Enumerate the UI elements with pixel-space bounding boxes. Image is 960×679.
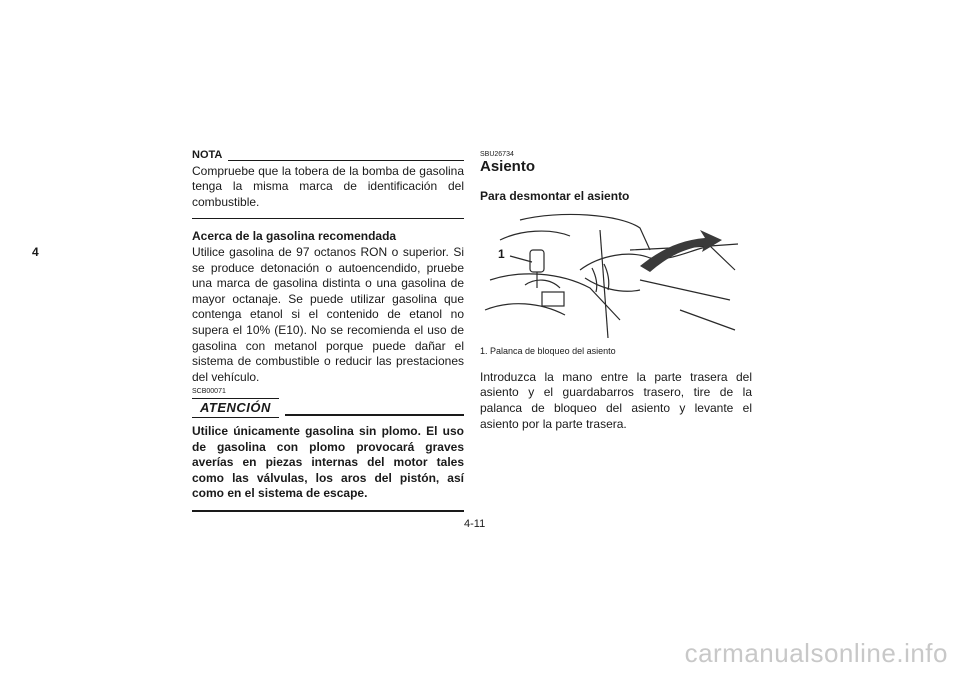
watermark: carmanualsonline.info: [684, 638, 948, 668]
nota-label: NOTA: [192, 149, 223, 161]
atencion-rule: [285, 414, 464, 416]
atencion-code: SCB00071: [192, 388, 226, 396]
atencion-header: [192, 398, 464, 418]
sub-heading: Para desmontar el asiento: [480, 188, 630, 203]
instruction-text: Introduzca la mano entre la parte trasera del asiento y el guardabarros trasero, tire de la palanca de bloqueo del asiento y levante el asiento por la parte trasera.: [480, 369, 752, 431]
fuel-heading: Acerca de la gasolina recomendada: [192, 229, 397, 244]
right-column: [480, 148, 752, 432]
section-code: SBU26734: [480, 151, 514, 158]
figure-caption: 1. Palanca de bloqueo del asiento: [480, 346, 616, 357]
figure-callout: 1: [498, 247, 505, 262]
section-title: Asiento: [480, 158, 536, 175]
atencion-end-rule: [192, 510, 464, 512]
nota-header: [192, 148, 464, 164]
nota-text: Compruebe que la tobera de la bomba de gasolina tenga la misma marca de identificación del combustible.: [192, 163, 464, 209]
lift-arrow-icon: [640, 230, 722, 272]
left-column: [192, 148, 464, 512]
chapter-number: 4: [32, 245, 39, 259]
seat-lock-illustration: [480, 210, 738, 340]
nota-divider: [192, 218, 464, 219]
seat-lock-drawing: [480, 210, 738, 340]
page-number: 4-11: [464, 518, 486, 530]
nota-rule: [228, 160, 464, 161]
atencion-label: ATENCIÓN: [192, 398, 279, 418]
fuel-text: Utilice gasolina de 97 octanos RON o superior. Si se produce detonación o autoencendido, pruebe una marca de gasolina distinta o una gasolina de mayor octanaje. Se puede utilizar gasolina que contenga etanol si el contenido de etanol no supera el 10% (E10). No se recomienda el uso de gasolina con metanol porque puede dañar el sistema de combustible o reducir las prestaciones del vehículo.: [192, 244, 464, 384]
atencion-text: Utilice únicamente gasolina sin plomo. El uso de gasolina con plomo provocará graves averías en piezas internas del motor tales como las válvulas, los aros del pistón, así como en el sistema de escape.: [192, 423, 464, 501]
